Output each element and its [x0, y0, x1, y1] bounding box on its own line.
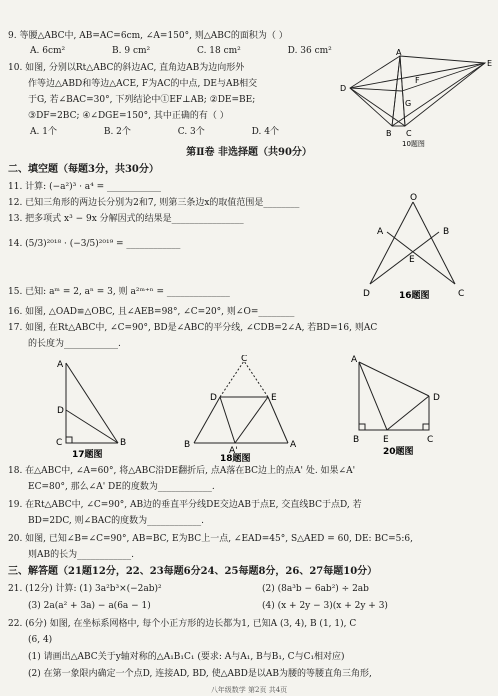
question-21-head: 21. (12分) 计算: (1) 3a²b³×(−2ab)² — [8, 584, 162, 594]
question-21-part-2: (2) (8a³b − 6ab²) ÷ 2ab — [262, 584, 369, 594]
question-9-options — [30, 45, 376, 57]
question-9-text: 9. 等腰△ABC中, AB=AC=6cm, ∠A=150°, 则△ABC的面积为（ ） — [8, 31, 288, 41]
solve-section-title: 三、解答题（21题12分，22、23每题6分24、25每题8分，26、27每题10分） — [8, 566, 378, 577]
fig10-label-d: D — [340, 84, 347, 93]
q10-option-a: A. 1个 — [30, 127, 57, 137]
fig10-label-f: F — [415, 76, 420, 85]
fig10-label-b: B — [386, 129, 392, 138]
question-21-part-3: (3) 2a(a² + 3a) − a(6a − 1) — [28, 601, 151, 611]
q9-option-b: B. 9 cm² — [112, 46, 151, 56]
question-22-line-3: (1) 请画出△ABC关于y轴对称的△A₁B₁C₁ (要求: A与A₁, B与B₁, C与C₁相对应) — [28, 652, 345, 662]
question-17-line-1: 17. 如图, 在Rt△ABC中, ∠C=90°, BD是∠ABC的平分线, ∠CDB=2∠A, 若BD=16, 则AC — [8, 323, 378, 333]
fig17-label-c: C — [56, 438, 63, 448]
question-20-line-1: 20. 如图, 已知∠B=∠C=90°, AB=BC, E为BC上一点, ∠EAD=45°, S△AED = 60, DE: BC=5:6, — [8, 534, 413, 544]
question-9 — [8, 30, 288, 42]
question-13: 13. 把多项式 x³ − 9x 分解因式的结果是________________ — [8, 214, 244, 224]
question-20-line-2: 则AB的长为____________. — [28, 550, 134, 560]
fig20-label-a: A — [351, 355, 358, 365]
fig16-label-b: B — [443, 227, 450, 237]
fig10-label-g: G — [405, 99, 412, 108]
fig17-label-b: B — [120, 438, 127, 448]
fig18-caption: 18题图 — [220, 454, 251, 463]
fig18-label-a-prime: A' — [229, 446, 238, 456]
q9-option-c: C. 18 cm² — [197, 46, 241, 56]
q10-option-c: C. 3个 — [177, 127, 205, 137]
question-22-line-2: (6, 4) — [28, 635, 53, 645]
question-16: 16. 如图, △OAD≌△OBC, 且∠AEB=98°, ∠C=20°, 则∠O=________ — [8, 307, 295, 317]
fig18-label-a: A — [290, 440, 297, 450]
question-14: 14. (5/3)²⁰¹⁸ · (−3/5)²⁰¹⁹ = ____________ — [8, 239, 181, 249]
figure-17 — [50, 355, 130, 460]
figure-20 — [345, 350, 455, 462]
fig18-label-b: B — [184, 440, 191, 450]
fig17-label-a: A — [57, 360, 64, 370]
page-footer: 八年级数学 第2页 共4页 — [210, 686, 288, 694]
q10-option-d: D. 4个 — [251, 127, 279, 137]
fig16-label-c: C — [458, 289, 465, 299]
fig10-caption: 10题图 — [402, 140, 425, 148]
fig16-label-d: D — [363, 289, 370, 299]
fig18-label-c-top: C — [241, 355, 248, 364]
question-18-line-1: 18. 在△ABC中, ∠A=60°, 将△ABC沿DE翻折后, 点A落在BC边上的点A' 处. 如果∠A' — [8, 466, 356, 476]
fig20-label-e: E — [383, 435, 389, 445]
fig10-label-c: C — [406, 129, 412, 138]
question-12: 12. 已知三角形的两边长分别为2和7, 则第三条边x的取值范围是________ — [8, 198, 300, 208]
fig17-label-d: D — [57, 406, 64, 416]
question-19-line-1: 19. 在Rt△ABC中, ∠C=90°, AB边的垂直平分线DE交边AB于点E, 交直线BC于点D, 若 — [8, 500, 362, 510]
fig17-caption: 17题图 — [72, 450, 103, 460]
fig18-label-e: E — [271, 393, 277, 403]
fig16-label-e: E — [409, 255, 415, 265]
fig20-label-b: B — [353, 435, 360, 445]
figure-18 — [180, 355, 300, 463]
question-17-line-2: 的长度为____________. — [28, 339, 121, 349]
question-10-line-4: ③DF=2BC; ④∠DGE=150°, 其中正确的有（ ） — [28, 111, 229, 121]
question-21-part-4: (4) (x + 2y − 3)(x + 2y + 3) — [262, 601, 388, 611]
figure-10 — [330, 48, 495, 148]
fill-section-title: 二、填空题（每题3分，共30分） — [8, 164, 159, 175]
question-22-line-4: (2) 在第一象限内确定一个点D, 连接AD, BD, 使△ABD是以AB为腰的等腰直角三角形, — [28, 669, 372, 679]
fig16-label-a: A — [377, 227, 384, 237]
fig20-caption: 20题图 — [383, 447, 414, 457]
question-10-line-2: 作等边△ABD和等边△ACE, F为AC的中点, DE与AB相交 — [28, 79, 258, 89]
fig20-label-c: C — [427, 435, 434, 445]
question-10-options — [30, 126, 323, 138]
question-18-line-2: EC=80°, 那么∠A' DE的度数为____________. — [28, 482, 215, 492]
question-10-line-1: 10. 如图, 分别以Rt△ABC的斜边AC, 直角边AB为边向形外 — [8, 63, 245, 73]
q10-option-b: B. 2个 — [103, 127, 131, 137]
figure-16 — [355, 192, 485, 304]
fig18-label-d: D — [210, 393, 217, 403]
question-15: 15. 已知: aᵐ = 2, aⁿ = 3, 则 a²ᵐ⁺ⁿ = ______________ — [8, 287, 230, 297]
question-22-line-1: 22. (6分) 如图, 在坐标系网格中, 每个小正方形的边长都为1, 已知A (3, 4), B (1, 1), C — [8, 619, 357, 629]
question-19-line-2: BD=2DC, 则∠BAC的度数为____________. — [28, 516, 205, 526]
fig16-label-o: O — [410, 193, 418, 203]
question-11: 11. 计算: (−a²)³ · a⁴ = ____________ — [8, 182, 162, 192]
q9-option-d: D. 36 cm² — [287, 46, 332, 56]
q9-option-a: A. 6cm² — [30, 46, 66, 56]
fig20-label-d: D — [433, 393, 440, 403]
fig16-caption: 16题图 — [399, 291, 430, 301]
part-2-title: 第Ⅱ卷 非选择题（共90分） — [186, 147, 312, 158]
question-10-line-3: 于G, 若∠BAC=30°, 下列结论中①EF⊥AB; ②DE=BE; — [28, 95, 256, 105]
fig10-label-e: E — [487, 59, 493, 68]
fig10-label-a: A — [396, 48, 402, 57]
